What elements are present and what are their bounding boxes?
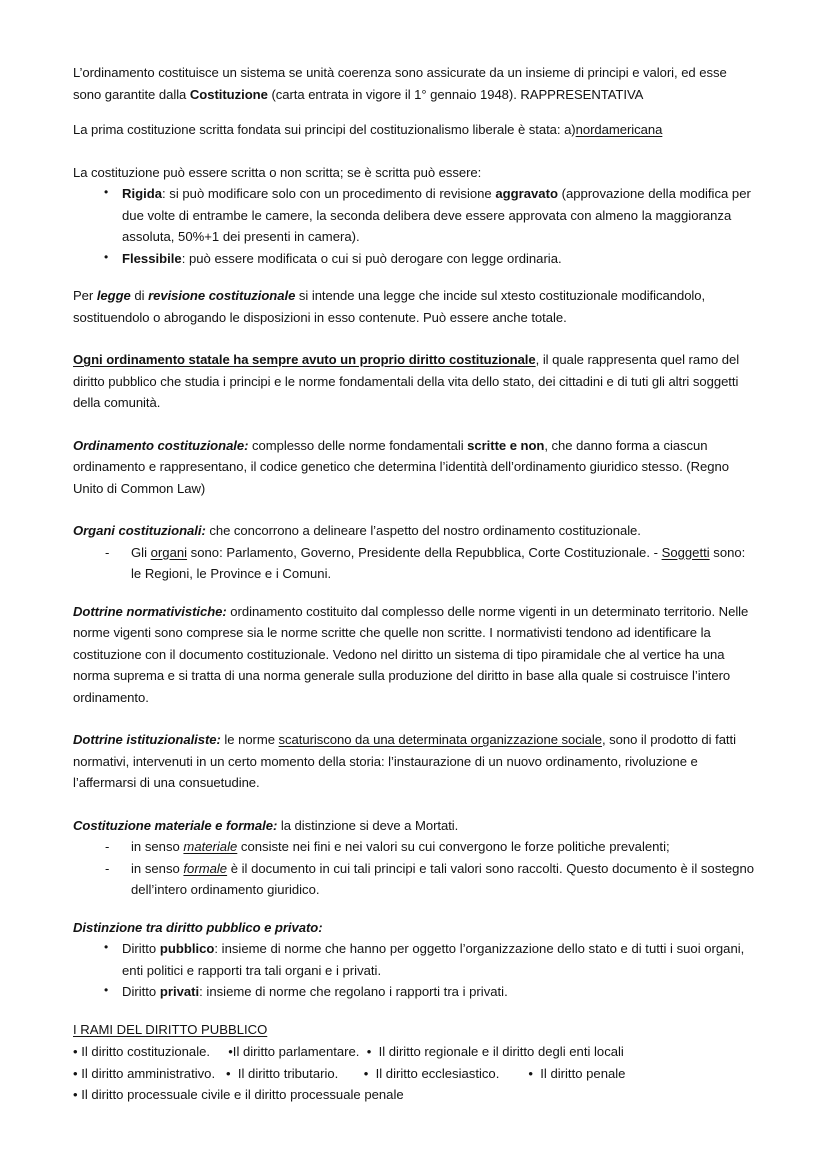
text-bold-privati: privati (159, 984, 200, 999)
list-pubblico-privato (73, 938, 758, 1003)
text-run: la distinzione si deve a Mortati. (277, 817, 459, 833)
document-body (73, 62, 758, 1106)
paragraph-ordinamento-costituzionale (73, 435, 758, 500)
term-dottrine-istituzionaliste: Dottrine istituzionaliste: (73, 732, 221, 747)
term-ordinamento-costituzionale: Ordinamento costituzionale: (73, 437, 249, 453)
list-item (73, 836, 758, 858)
term-flessibile: Flessibile (122, 250, 182, 266)
term-revisione-costituzionale: revisione costituzionale (148, 288, 296, 303)
term-dottrine-normativistiche: Dottrine normativistiche: (73, 603, 227, 619)
spacer (73, 1003, 758, 1019)
text-run: le norme (220, 732, 279, 747)
list-item (73, 938, 758, 981)
term-legge: legge (96, 288, 131, 303)
text-run: consiste nei fini e nei valori su cui convergono le forze politiche prevalenti; (237, 839, 670, 854)
text-run: , sono il prodotto di fatti normativi, intervenuti in un certo momento della storia: l’instaurazione di un nuovo ordinamento, rivoluzione e l’affermarsi di una consuetudine. (73, 732, 736, 790)
text-run: si intende una legge che incide sul xtesto costituzionale modificandolo, sostituendolo o abrogando le disposizioni in esso contenute. Può essere anche totale. (73, 288, 706, 325)
paragraph-prima-costituzione (73, 119, 758, 141)
text-run: in senso (131, 839, 184, 854)
text-underline-nordamericana: nordamericana (575, 122, 663, 137)
spacer (73, 808, 758, 815)
text-run: Gli (131, 544, 151, 560)
list-item (73, 248, 758, 270)
spacer (73, 428, 758, 435)
text-underline-materiale: materiale (183, 839, 238, 854)
spacer (73, 342, 758, 349)
heading-text: Distinzione tra diritto pubblico e privato: (73, 919, 323, 935)
paragraph-ordinamento-statale (73, 349, 758, 414)
text-run: Diritto (122, 984, 160, 999)
text-run: sono: Parlamento, Governo, Presidente della Repubblica, Corte Costituzionale. - (187, 544, 662, 560)
spacer (73, 513, 758, 520)
text-underline-soggetti: Soggetti (661, 544, 710, 560)
text-run: : si può modificare solo con un procedimento di revisione (162, 186, 496, 201)
text-run: di (130, 288, 149, 303)
spacer (73, 901, 758, 917)
text-bold-pubblico: pubblico (159, 941, 215, 956)
paragraph-costituzione-scritta-lead: La costituzione può essere scritta o non scritta; se è scritta può essere: (73, 164, 482, 180)
text-run: in senso (131, 860, 184, 876)
rami-row: • Il diritto amministrativo. • Il diritto tributario. • Il diritto ecclesiastico. • Il diritto penale (73, 1065, 626, 1081)
text-run: Diritto (122, 941, 160, 956)
text-underline-organi: organi (150, 544, 188, 560)
text-underline-scaturiscono: scaturiscono da una determinata organizzazione sociale (278, 732, 602, 747)
list-item (73, 858, 758, 901)
term-organi-costituzionali: Organi costituzionali: (73, 523, 206, 538)
text-run: , che danno forma a ciascun ordinamento e rappresentano, il codice genetico che determina l’identità dell’ordinamento giuridico stesso. (Regno Unito di Common Law) (73, 437, 729, 496)
rami-row: • Il diritto processuale civile e il diritto processuale penale (73, 1087, 404, 1102)
list-rigida-flessibile (73, 183, 758, 269)
paragraph-materiale-formale (73, 815, 758, 837)
term-rigida: Rigida (122, 186, 163, 201)
list-item (73, 981, 758, 1003)
text-bold-scritte-e-non: scritte e non (467, 437, 545, 453)
heading-distinzione-pubblico-privato (73, 917, 758, 939)
text-underline-bold-ordinamento-statale: Ogni ordinamento statale ha sempre avuto un proprio diritto costituzionale (73, 352, 536, 367)
paragraph-dottrine-istituzionaliste (73, 729, 758, 794)
rami-row: • Il diritto costituzionale. •Il diritto parlamentare. • Il diritto regionale e il diritto degli enti locali (73, 1044, 624, 1059)
text-run: La prima costituzione scritta fondata sui principi del costituzionalismo liberale è stata: a) (73, 122, 576, 137)
term-costituzione-materiale-formale: Costituzione materiale e formale: (73, 817, 278, 833)
paragraph-ordinamento-sistema (73, 62, 758, 105)
list-item (73, 183, 758, 248)
spacer (73, 722, 758, 729)
heading-rami-diritto-pubblico: I RAMI DEL DIRITTO PUBBLICO (73, 1021, 268, 1037)
list-materiale-formale (73, 836, 758, 901)
text-run: sono: le Regioni, le Province e i Comuni. (131, 544, 746, 581)
paragraph-organi-costituzionali (73, 520, 758, 542)
text-bold-costituzione: Costituzione (189, 86, 268, 102)
text-run: (approvazione della modifica per due volte di entrambe le camere, la seconda delibera deve essere approvata con almeno la maggioranza assoluta, 50%+1 dei presenti in camera). (122, 186, 751, 244)
text-underline-formale: formale (183, 860, 228, 876)
spacer (73, 155, 758, 162)
list-organi-soggetti (73, 542, 758, 585)
text-run: (carta entrata in vigore il 1° gennaio 1948). RAPPRESENTATIVA (267, 86, 644, 102)
text-run: che concorrono a delineare l’aspetto del nostro ordinamento costituzionale. (205, 523, 641, 538)
paragraph-dottrine-normativistiche (73, 601, 758, 709)
text-run: : insieme di norme che hanno per oggetto l’organizzazione dello stato e di tutti i suoi organi, enti politici e rapporti tra tali organi e i privati. (122, 941, 745, 978)
paragraph-legge-revisione (73, 285, 758, 328)
text-run: è il documento in cui tali principi e tali valori sono raccolti. Questo documento è il sostegno dell’intero ordinamento giuridico. (131, 860, 755, 897)
text-run: , il quale rappresenta quel ramo del diritto pubblico che studia i principi e le norme fondamentali della vita dello stato, dei cittadini e di tuti gli altri soggetti della comunità. (73, 352, 740, 410)
text-run: ordinamento costituito dal complesso delle norme vigenti in un determinato territorio. Nelle norme vigenti sono comprese sia le norme scritte che quelle non scritte. I normativisti tendono ad identificare la costituzione con il documento costituzionale. Vedono nel diritto un sistema di tipo piramidale che al vertice ha una norma suprema e si tratta di una norma generale sulla produzione del diritto in base alla quale si costruisce l’intero ordinamento. (73, 603, 749, 705)
text-run: Per (73, 288, 97, 303)
list-item (73, 542, 758, 585)
spacer (73, 269, 758, 285)
text-run: L’ordinamento costituisce un sistema se unità coerenza sono assicurate da un insieme di principi e valori, ed esse sono garantite dalla (73, 65, 727, 102)
text-run: complesso delle norme fondamentali (248, 437, 468, 453)
text-bold-aggravato: aggravato (495, 186, 558, 201)
spacer (73, 585, 758, 601)
text-run: : può essere modificata o cui si può derogare con legge ordinaria. (181, 250, 562, 266)
text-run: : insieme di norme che regolano i rapporti tra i privati. (199, 984, 508, 999)
